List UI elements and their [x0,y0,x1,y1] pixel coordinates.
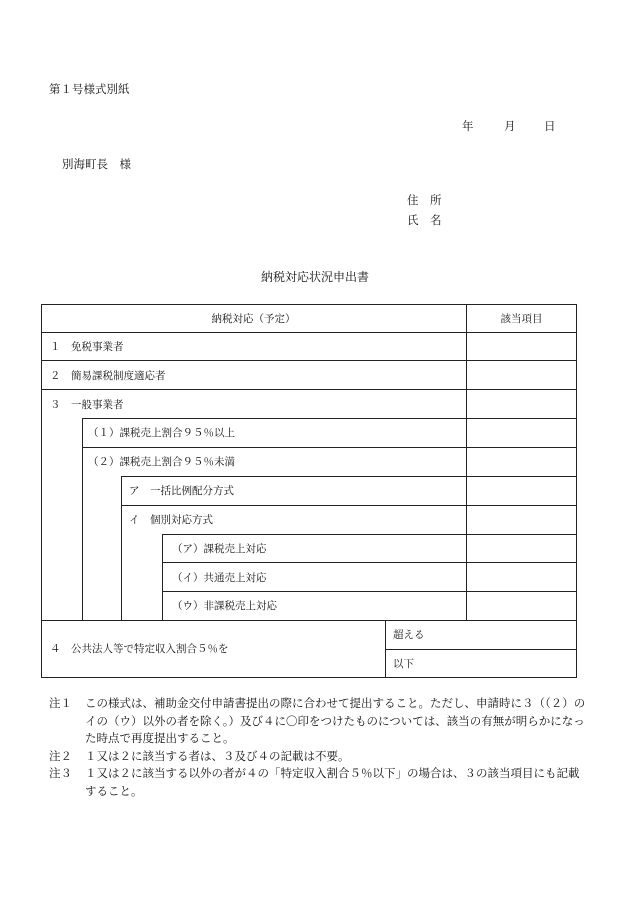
form-number: 第１号様式別紙 [49,82,130,96]
applicable-cell-r3[interactable] [467,390,576,418]
date-day-label: 日 [544,119,556,133]
row-individual-method: イ 個別対応方式 [129,514,213,526]
note-text: １又は２に該当する者は、３及び４の記載は不要。 [85,748,350,763]
row-lump-sum-method: ア 一括比例配分方式 [129,485,234,497]
addressee: 別海町長 様 [62,157,131,171]
applicable-cell-r4-over[interactable] [467,621,576,649]
row-ratio-under-95: （２）課税売上割合９５％未満 [88,456,235,468]
row-taxable-sales: （ア）課税売上対応 [172,543,267,555]
applicable-cell-r3-1[interactable] [467,419,576,447]
applicable-cell-r3-2-i-i[interactable] [467,563,576,591]
applicable-cell-r3-2-i-u[interactable] [467,592,576,620]
date-month-label: 月 [504,119,516,133]
row-ratio-95-or-more: （１）課税売上割合９５％以上 [88,427,235,439]
document-title: 納税対応状況申出書 [260,270,369,284]
note-text: この様式は、補助金交付申請書提出の際に合わせて提出すること。ただし、申請時に３（（２）のイの（ウ）以外の者を除く。）及び４に〇印をつけたものについては、該当の有無が明らかになった時点で再度提出すること。 [85,696,586,745]
row-common-sales: （イ）共通売上対応 [172,572,267,584]
notes-section [49,695,589,800]
row-exempt-business: １ 免税事業者 [50,341,124,353]
note-text: １又は２に該当する以外の者が４の「特定収入割合５％以下」の場合は、３の該当項目にも記載すること。 [85,766,580,798]
column-header-tax-response: 納税対応（予定） [211,313,296,325]
applicable-cell-r4-under[interactable] [467,650,576,677]
date-line [462,118,556,134]
row-general-business: ３ 一般事業者 [50,399,124,411]
applicable-cell-r2[interactable] [467,361,576,389]
note-label: 注３ [49,766,72,780]
table-border-bottom [41,677,577,678]
applicable-cell-r3-2-i[interactable] [467,506,576,534]
row-exceeds: 超える [393,629,425,641]
note-item [49,765,589,800]
row-simplified-taxation: ２ 簡易課税制度適応者 [50,370,166,382]
address-label: 住 所 [407,193,442,207]
applicable-cell-r3-2[interactable] [467,448,576,476]
applicable-cell-r3-2-i-a[interactable] [467,535,576,562]
indent-line-level3 [162,534,163,620]
table-border-top [41,304,577,305]
note-item [49,695,589,748]
row-public-corporation: ４ 公共法人等で特定収入割合５％を [50,643,229,655]
applicable-cell-r3-2-a[interactable] [467,477,576,505]
applicable-cell-r1[interactable] [467,333,576,360]
row-or-less: 以下 [393,658,414,670]
name-label: 氏 名 [407,213,442,227]
date-year-label: 年 [462,119,474,133]
note-item [49,748,589,766]
row-non-taxable-sales: （ウ）非課税売上対応 [172,600,277,612]
tax-status-table [41,304,577,678]
note-label: 注１ [49,696,72,710]
note-label: 注２ [49,748,72,763]
column-header-applicable: 該当項目 [500,313,543,325]
indent-line-level1 [82,418,83,620]
indent-line-level2 [121,476,122,620]
